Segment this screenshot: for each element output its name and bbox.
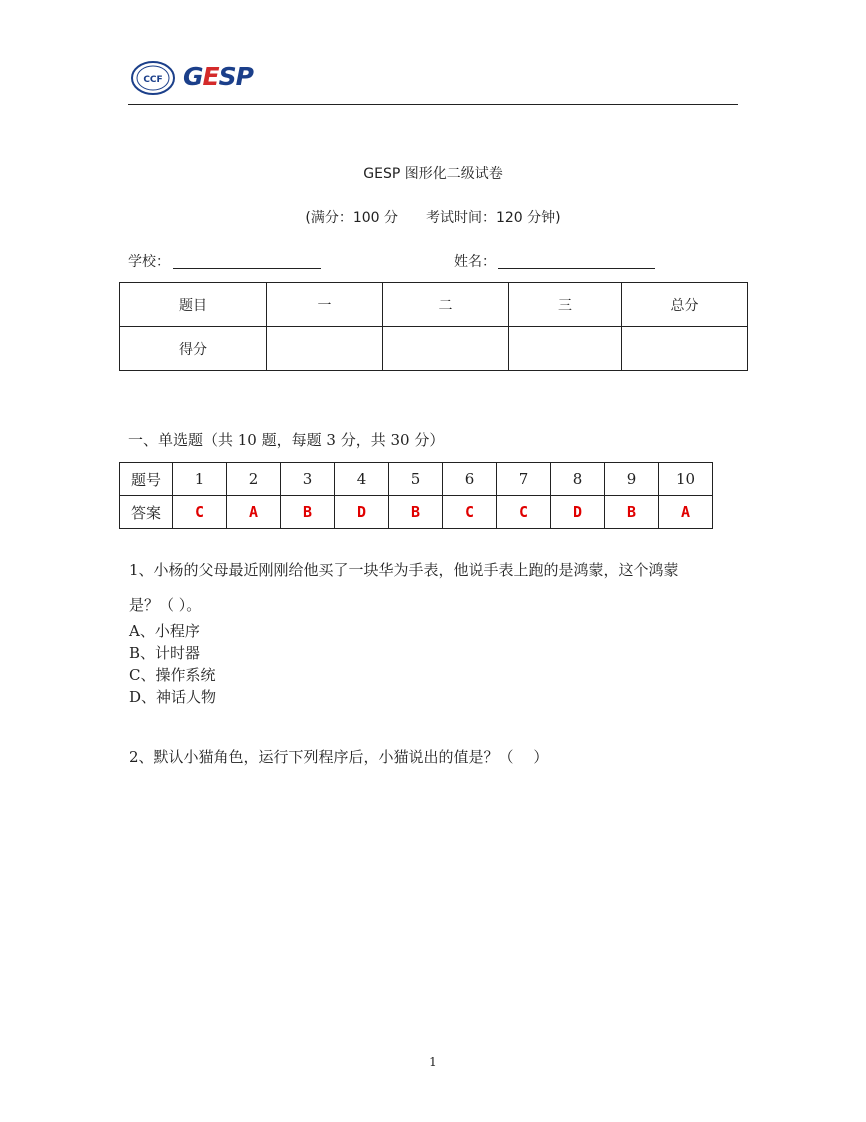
gesp-logo: GESP (183, 62, 253, 91)
question-number-cell: 8 (551, 463, 605, 496)
answer-table (119, 462, 713, 529)
answer-cell: D (551, 496, 605, 529)
answer-row-label: 题号 (120, 463, 173, 496)
question-1-option-b: B、计时器 (129, 644, 201, 662)
name-field[interactable] (498, 268, 655, 269)
school-field[interactable] (173, 268, 321, 269)
answer-cell: B (389, 496, 443, 529)
answer-cell: C (443, 496, 497, 529)
exam-subtitle: (满分：100 分 考试时间：120 分钟) (305, 210, 561, 226)
name-label: 姓名： (454, 254, 496, 270)
score-table-header-row (120, 283, 748, 327)
question-1-text-cont: 是？（ ）。 (129, 596, 202, 614)
score-header-cell: 一 (267, 283, 383, 327)
question-1-option-a: A、小程序 (129, 622, 200, 640)
question-number-cell: 5 (389, 463, 443, 496)
svg-text:CCF: CCF (143, 75, 163, 85)
score-row-label: 得分 (120, 327, 267, 371)
question-number-cell: 1 (173, 463, 227, 496)
question-2-text: 2、默认小猫角色，运行下列程序后，小猫说出的值是？（ ） (129, 748, 549, 766)
score-header-cell: 题目 (120, 283, 267, 327)
question-1-option-d: D、神话人物 (129, 688, 217, 706)
question-number-cell: 10 (659, 463, 713, 496)
header-divider (128, 104, 738, 105)
answer-cell: C (173, 496, 227, 529)
answer-cell: A (227, 496, 281, 529)
score-cell[interactable] (622, 327, 748, 371)
score-header-cell: 二 (383, 283, 509, 327)
score-table (119, 282, 748, 371)
question-number-cell: 7 (497, 463, 551, 496)
answer-cell: B (605, 496, 659, 529)
question-1-text: 1、小杨的父母最近刚刚给他买了一块华为手表，他说手表上跑的是鸿蒙，这个鸿蒙 (129, 561, 679, 579)
ccf-seal-logo (130, 60, 176, 96)
score-table-row (120, 327, 748, 371)
answer-cell: C (497, 496, 551, 529)
answer-table-number-row (120, 463, 713, 496)
page-number: 1 (429, 1055, 437, 1069)
score-cell[interactable] (383, 327, 509, 371)
answer-row-label: 答案 (120, 496, 173, 529)
question-number-cell: 4 (335, 463, 389, 496)
question-number-cell: 2 (227, 463, 281, 496)
score-cell[interactable] (267, 327, 383, 371)
question-number-cell: 9 (605, 463, 659, 496)
answer-cell: B (281, 496, 335, 529)
answer-cell: D (335, 496, 389, 529)
school-label: 学校： (128, 254, 170, 270)
score-header-cell: 总分 (622, 283, 748, 327)
answer-table-answer-row (120, 496, 713, 529)
question-1-option-c: C、操作系统 (129, 666, 216, 684)
score-cell[interactable] (509, 327, 622, 371)
section-heading: 一、单选题（共 10 题，每题 3 分，共 30 分） (128, 431, 445, 449)
answer-cell: A (659, 496, 713, 529)
exam-title: GESP 图形化二级试卷 (363, 166, 503, 182)
score-header-cell: 三 (509, 283, 622, 327)
question-number-cell: 3 (281, 463, 335, 496)
question-number-cell: 6 (443, 463, 497, 496)
